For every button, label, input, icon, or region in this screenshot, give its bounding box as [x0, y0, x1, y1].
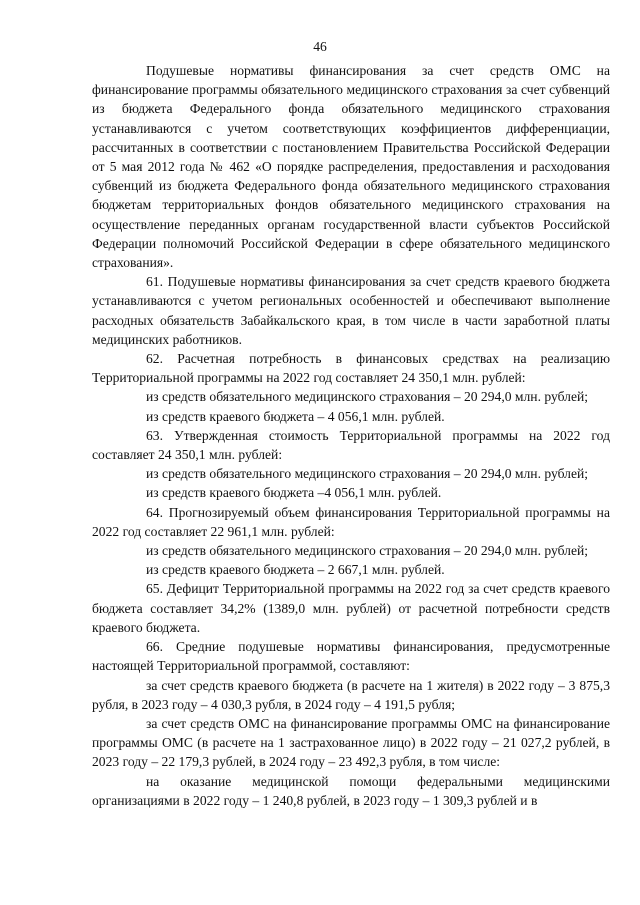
paragraph-64: 64. Прогнозируемый объем финансирования Территориальной программы на 2022 год составляет 22 961,1 млн. рублей:: [92, 504, 610, 539]
paragraph-64-regional: из средств краевого бюджета – 2 667,1 млн. рублей.: [146, 562, 445, 578]
paragraph-66-federal: на оказание медицинской помощи федеральными медицинскими организациями в 2022 году – 1 240,8 рублей, в 2023 году – 1 309,3 рублей и в: [92, 773, 610, 808]
paragraph-61: 61. Подушевые нормативы финансирования за счет средств краевого бюджета устанавливаются с учетом региональных особенностей и обеспечивают выполнение расходных обязательств Забайкальского края, в том числе в части заработной платы медицинских работников.: [92, 274, 610, 347]
paragraph-63-oms: из средств обязательного медицинского страхования – 20 294,0 млн. рублей;: [146, 466, 589, 482]
paragraph-subvention-norms: Подушевые нормативы финансирования за счет средств ОМС на финансирование программы обязательного медицинского страхования за счет субвенций из бюджета Федерального фонда обязательного медицинского страхования устанавливаются с учетом соответствующих коэффициентов дифференциации, рассчитанных в соответствии с постановлением Правительства Российской Федерации от 5 мая 2012 года № 462 «О порядке распределения, предоставления и расходования субвенций из бюджета Федерального фонда обязательного медицинского страхования бюджетам территориальных фондов обязательного медицинского страхования на осуществление переданных органам государственной власти субъектов Российской Федерации полномочий Российской Федерации в сфере обязательного медицинского страхования».: [92, 63, 610, 271]
document-body: [92, 61, 610, 810]
page-number: 46: [313, 39, 327, 54]
paragraph-63: 63. Утвержденная стоимость Территориальной программы на 2022 год составляет 24 350,1 млн. рублей:: [92, 427, 610, 463]
paragraph-62-regional: из средств краевого бюджета – 4 056,1 млн. рублей.: [146, 408, 445, 424]
paragraph-66-regional: за счет средств краевого бюджета (в расчете на 1 жителя) в 2022 году – 3 875,3 рубля, в 2023 году – 4 030,3 рубля, в 2024 году – 4 191,5 рубля;: [92, 677, 610, 712]
paragraph-63-regional: из средств краевого бюджета –4 056,1 млн. рублей.: [146, 485, 442, 501]
paragraph-64-oms: из средств обязательного медицинского страхования – 20 294,0 млн. рублей;: [146, 543, 589, 559]
paragraph-66: 66. Средние подушевые нормативы финансирования, предусмотренные настоящей Территориальной программой, составляют:: [92, 639, 610, 674]
paragraph-66-oms: за счет средств ОМС на финансирование программы ОМС на финансирование программы ОМС (в расчете на 1 застрахованное лицо) в 2022 году – 21 027,2 рублей, в 2023 году – 22 179,3 рублей, в 2024 году – 23 492,3 рубля, в том числе:: [92, 715, 610, 770]
paragraph-65: 65. Дефицит Территориальной программы на 2022 год за счет средств краевого бюджета составляет 34,2% (1389,0 млн. рублей) от расчетной потребности средств краевого бюджета.: [92, 581, 610, 635]
paragraph-62: 62. Расчетная потребность в финансовых средствах на реализацию Территориальной программы на 2022 год составляет 24 350,1 млн. рублей:: [92, 351, 610, 386]
paragraph-62-oms: из средств обязательного медицинского страхования – 20 294,0 млн. рублей;: [146, 389, 589, 405]
